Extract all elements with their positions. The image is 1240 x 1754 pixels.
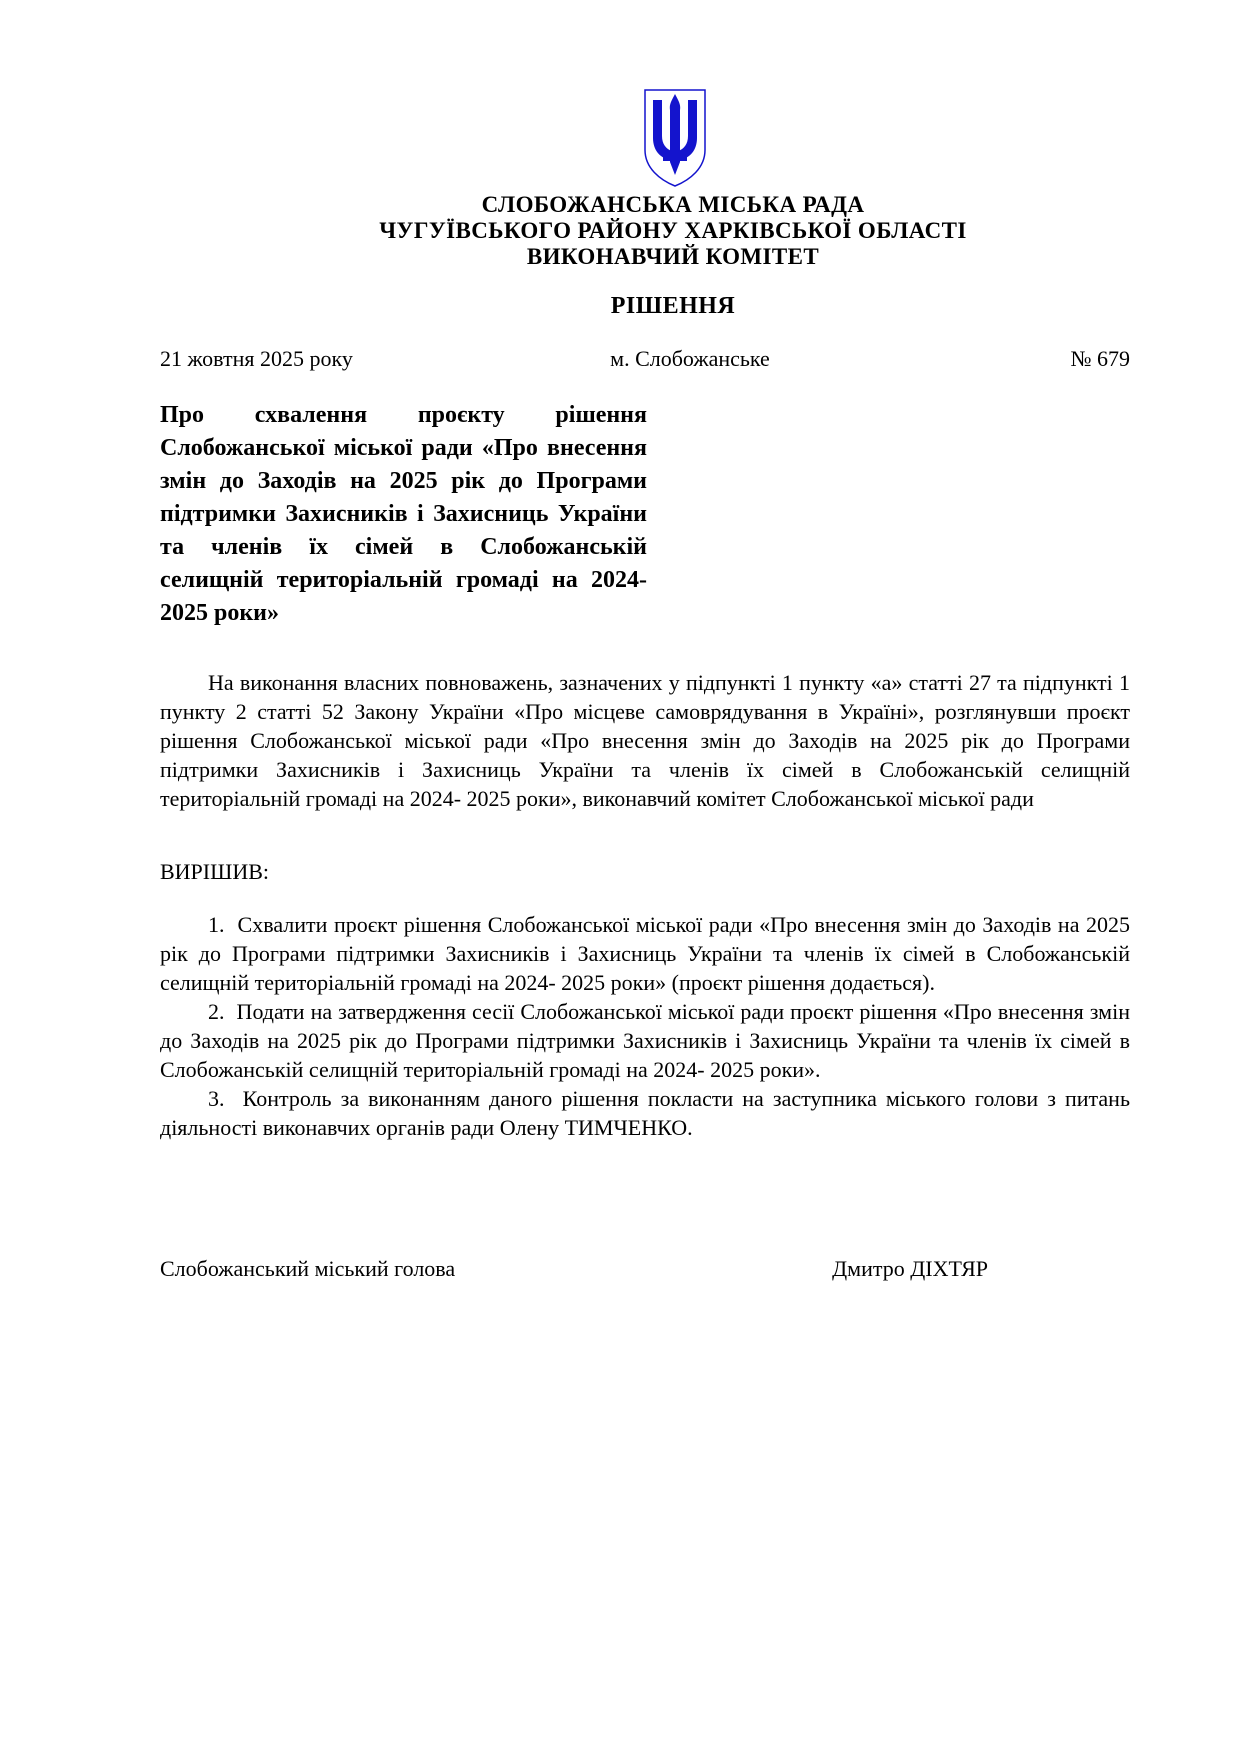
preamble-paragraph: На виконання власних повноважень, зазначених у підпункті 1 пункту «а» статті 27 та підпункті 1 пункту 2 статті 52 Закону України «Про місцеве самоврядування в Україні», розглянувши проєкт рішення Слобожанської міської ради «Про внесення змін до Заходів на 2025 рік до Програми підтримки Захисників і Захисниць України та членів їх сімей в Слобожанській селищній територіальній громаді на 2024- 2025 роки», виконавчий комітет Слобожанської міської ради: [160, 670, 1130, 811]
meta-row: [160, 344, 1130, 373]
decision-item-2: 2. Подати на затвердження сесії Слобожанської міської ради проєкт рішення «Про внесення змін до Заходів на 2025 рік до Програми підтримки Захисників і Захисниць України та членів їх сімей в Слобожанській селищній територіальній громаді на 2024- 2025 роки».: [160, 999, 1130, 1082]
document-date: 21 жовтня 2025 року: [160, 346, 353, 371]
document-content: [160, 0, 1130, 1283]
signature-row: [160, 1254, 1130, 1283]
document-type-heading: РІШЕННЯ: [610, 293, 736, 319]
organization-header: [188, 192, 1158, 270]
decision-items: [160, 910, 1130, 1142]
org-name-line: СЛОБОЖАНСЬКА МІСЬКА РАДА: [481, 192, 865, 217]
signature-name: Дмитро ДІХТЯР: [832, 1256, 988, 1281]
org-committee-line: ВИКОНАВЧИЙ КОМІТЕТ: [526, 244, 820, 269]
emblem-container: [190, 88, 1160, 188]
document-place: м. Слобожанське: [610, 346, 770, 371]
signature-position: Слобожанський міський голова: [160, 1256, 456, 1281]
decision-item-3: 3. Контроль за виконанням даного рішення покласти на заступника міського голови з питань діяльності виконавчих органів ради Олену ТИМЧЕНКО.: [160, 1086, 1130, 1140]
org-district-line: ЧУГУЇВСЬКОГО РАЙОНУ ХАРКІВСЬКОЇ ОБЛАСТІ: [379, 218, 967, 243]
decision-item-1: 1. Схвалити проєкт рішення Слобожанської міської ради «Про внесення змін до Заходів на 2025 рік до Програми підтримки Захисників і Захисниць України та членів їх сімей в Слобожанській селищній територіальній громаді на 2024- 2025 роки» (проєкт рішення додається).: [160, 912, 1130, 995]
document-title: Про схвалення проєкту рішення Слобожанської міської ради «Про внесення змін до Заходів на 2025 рік до Програми підтримки Захисників і Захисниць України та членів їх сімей в Слобожанській селищній територіальній громаді на 2024- 2025 роки»: [160, 402, 647, 626]
ukraine-trident-icon: [643, 88, 707, 188]
document-number: № 679: [1070, 346, 1130, 371]
resolved-label: ВИРІШИВ:: [160, 859, 269, 884]
